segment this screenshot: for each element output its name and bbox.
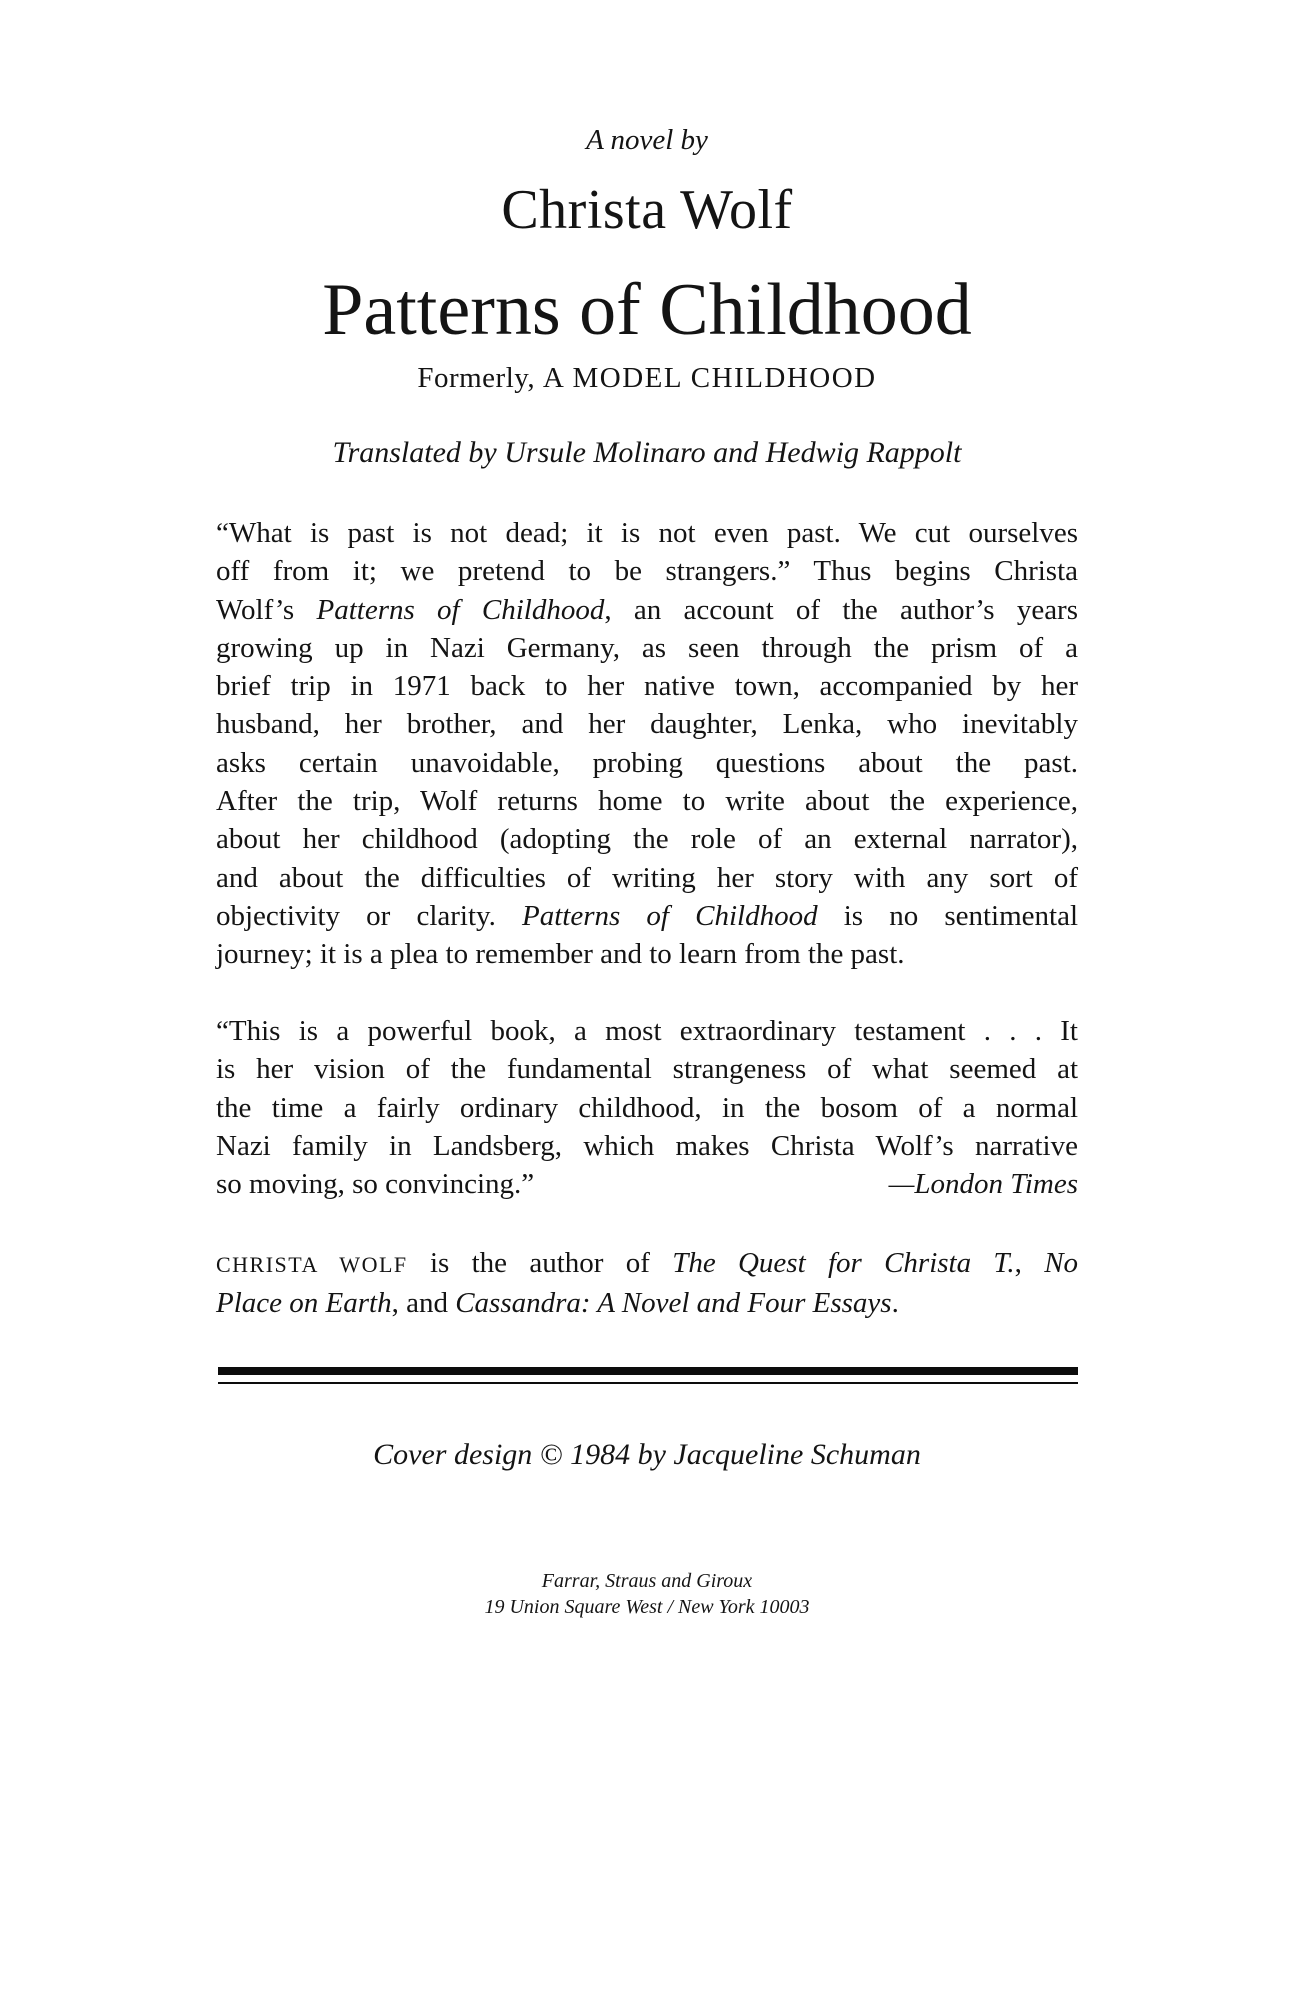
description-line: After the trip, Wolf returns home to write about the experience, (216, 785, 1078, 818)
bio-book-title: The Quest for Christa T. (672, 1247, 1015, 1279)
description-line: growing up in Nazi Germany, as seen through the prism of a (216, 631, 1078, 664)
description-line: asks certain unavoidable, probing questions about the past. (216, 746, 1078, 779)
bio-book-title: No (1044, 1247, 1079, 1279)
description-line: husband, her brother, and her daughter, Lenka, who inevitably (216, 708, 1078, 741)
description-text: is no sentimental (843, 899, 1079, 932)
bio-text: is the author of (429, 1247, 650, 1279)
description-line (216, 897, 1078, 935)
description-line: off from it; we pretend to be strangers.” Thus begins Christa (216, 555, 1078, 588)
description-text: Wolf’s (216, 593, 295, 626)
description-text: objectivity or clarity. (216, 899, 496, 932)
review-quote (216, 1012, 1078, 1203)
eyebrow-text: A novel by (586, 124, 708, 156)
description-book-title: Patterns of Childhood (522, 899, 818, 932)
description-line: journey; it is a plea to remember and to learn from the past. (216, 938, 905, 971)
author-name: Christa Wolf (501, 179, 793, 241)
bio-book-title: Place on Earth (216, 1287, 392, 1320)
publisher-name: Farrar, Straus and Giroux (541, 1570, 753, 1592)
former-title-prefix: Formerly, (417, 362, 536, 394)
description-line: brief trip in 1971 back to her native town, accompanied by her (216, 670, 1078, 703)
bio-author-name: CHRISTA WOLF (216, 1252, 408, 1277)
book-title: Patterns of Childhood (322, 269, 972, 351)
book-description (216, 514, 1078, 974)
review-line: the time a fairly ordinary childhood, in the bosom of a normal (216, 1091, 1078, 1124)
description-book-title: Patterns of Childhood (316, 593, 605, 626)
description-line: “What is past is not dead; it is not even past. We cut ourselves (216, 517, 1078, 549)
bio-separator: , (1014, 1247, 1022, 1279)
review-line: Nazi family in Landsberg, which makes Christa Wolf’s narrative (216, 1129, 1078, 1162)
description-line: about her childhood (adopting the role of an external narrator), (216, 823, 1078, 856)
thin-divider (218, 1382, 1078, 1384)
description-text: , an account of the author’s years (604, 593, 1079, 626)
review-attribution: —London Times (888, 1168, 1078, 1201)
translator-credit: Translated by Ursule Molinaro and Hedwig Rappolt (332, 436, 962, 469)
bio-line (216, 1284, 1078, 1322)
cover-design-credit: Cover design © 1984 by Jacqueline Schuman (373, 1438, 921, 1471)
description-line: and about the difficulties of writing her story with any sort of (216, 861, 1078, 894)
review-last-line (216, 1165, 1078, 1203)
former-title-name: A MODEL CHILDHOOD (542, 362, 877, 394)
former-title (0, 362, 1294, 395)
bio-line (216, 1244, 1078, 1284)
bio-separator: , and (391, 1287, 448, 1320)
review-text: so moving, so convincing.” (216, 1168, 535, 1201)
author-bio (216, 1244, 1078, 1323)
description-line (216, 591, 1078, 629)
review-line: is her vision of the fundamental strangeness of what seemed at (216, 1053, 1078, 1086)
review-line: “This is a powerful book, a most extraordinary testament . . . It (216, 1015, 1078, 1047)
thick-divider (218, 1367, 1078, 1375)
bio-end: . (891, 1287, 899, 1320)
bio-book-title: Cassandra: A Novel and Four Essays (455, 1287, 892, 1320)
publisher-address: 19 Union Square West / New York 10003 (484, 1596, 810, 1618)
